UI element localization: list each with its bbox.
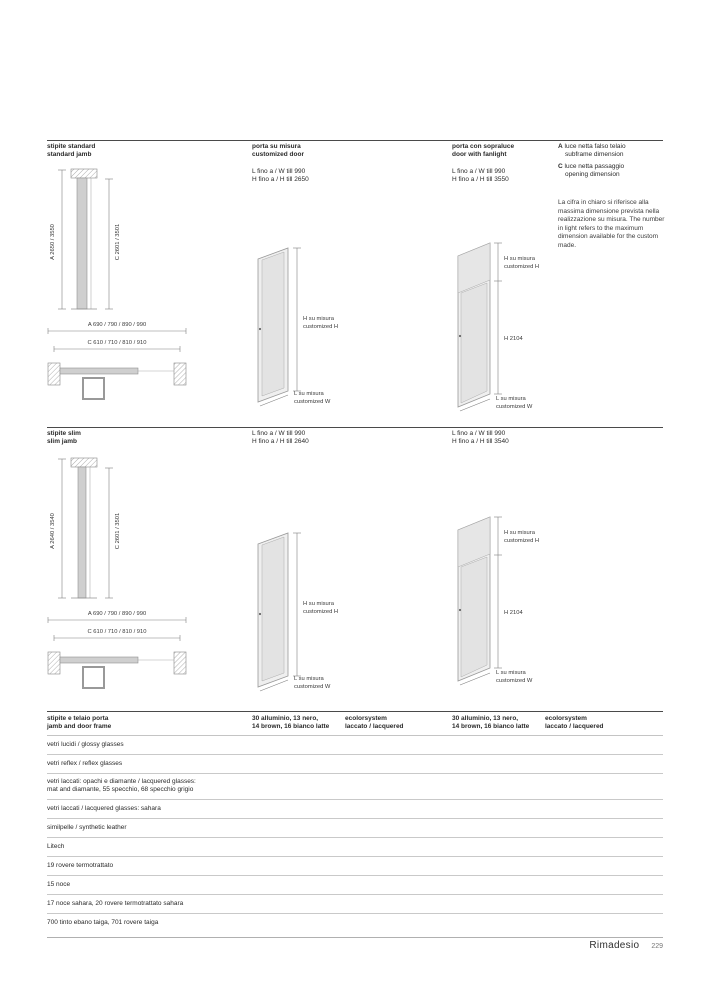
fanlight-door-block	[452, 143, 514, 184]
fanlight-door-h-limit: H fino a / H till 3550	[452, 176, 509, 183]
brand-logo: Rimadesio	[589, 940, 640, 951]
finish-row-litech: Litech	[47, 838, 663, 857]
custom-w-label-1: L su misura	[294, 391, 324, 397]
finish-row-rovere-termotrattato: 19 rovere termotrattato	[47, 857, 663, 876]
dim-c-vertical-label: C 2601 / 3501	[115, 223, 121, 261]
door-panel	[262, 537, 284, 681]
section-divider-standard	[47, 140, 663, 141]
legend-a-key: A	[558, 143, 563, 150]
legend-c-key: C	[558, 163, 563, 170]
door-handle	[459, 609, 461, 611]
finishes-header-row	[47, 712, 663, 736]
door-handle	[459, 335, 461, 337]
ecolorsystem-2-line1: ecolorsystem	[545, 715, 587, 722]
frame-colors-1-line2: 14 brown, 16 bianco latte	[252, 723, 330, 730]
legend-c-row	[558, 163, 666, 171]
finish-row-lacquered-sahara: vetri laccati / lacquered glasses: sahara	[47, 800, 663, 819]
slim-jamb-plan-drawing	[47, 607, 187, 695]
finish-row-noce: 15 noce	[47, 876, 663, 895]
slim-jamb-vertical-drawing	[47, 455, 147, 605]
custom-h-label-1: H su misura	[303, 316, 334, 322]
legend-a-it: luce netta falso telaio	[564, 143, 626, 150]
dim-a-widths-label: A 690 / 790 / 890 / 990	[87, 611, 147, 617]
legend-a-row	[558, 143, 666, 151]
customized-door-title-it: porta su misura	[252, 143, 301, 150]
fanlight-h-label-2: customized H	[504, 538, 540, 544]
finish-row-noce-sahara: 17 noce sahara, 20 rovere termotrattato sahara	[47, 895, 663, 914]
dim-c-widths-label: C 610 / 710 / 810 / 910	[87, 340, 147, 346]
dimension-note: La cifra in chiaro si riferisce alla massima dimensione prevista nella realizzazione su misura. The number in light refers to the maximum dimension available for the custom made.	[558, 199, 665, 249]
door-panel	[461, 283, 487, 403]
customized-door-h-limit: H fino a / H till 2650	[252, 176, 309, 183]
legend	[558, 143, 666, 179]
right-jamb-profile	[174, 652, 186, 674]
frame-colors-2-line2: 14 brown, 16 bianco latte	[452, 723, 530, 730]
custom-w-label-1: L su misura	[294, 676, 324, 682]
standard-fanlight-door-drawing	[448, 236, 558, 414]
legend-a-en: subframe dimension	[565, 151, 624, 158]
right-jamb-profile	[174, 363, 186, 385]
finishes-title-it: stipite e telaio porta	[47, 715, 109, 722]
door-leaf-plan	[60, 368, 138, 374]
standard-customized-door-drawing	[248, 243, 348, 411]
fanlight-door-title-en: door with fanlight	[452, 151, 507, 158]
customized-door-title-en: customized door	[252, 151, 305, 158]
door-handle	[259, 613, 261, 615]
slim-customized-h-limit: H fino a / H till 2640	[252, 438, 309, 445]
fanlight-h-label-1: H su misura	[504, 530, 535, 536]
frame-colors-2-line1: 30 alluminio, 13 nero,	[452, 715, 519, 722]
section-divider-slim	[47, 427, 663, 428]
ecolorsystem-2-line2: laccato / lacquered	[545, 723, 604, 730]
fanlight-door-title-it: porta con sopraluce	[452, 143, 515, 150]
door-fixed-h-label: H 2104	[504, 336, 523, 342]
jamb-profile	[78, 467, 86, 598]
customized-door-w-limit: L fino a / W till 990	[252, 168, 306, 175]
ecolorsystem-1-line2: laccato / lacquered	[345, 723, 404, 730]
slim-fanlight-door-drawing	[448, 510, 558, 688]
finish-row-taiga: 700 tinto ebano taiga, 701 rovere taiga	[47, 919, 159, 926]
slim-customized-w-limit: L fino a / W till 990	[252, 430, 306, 437]
fanlight-w-label-2: customized W	[496, 678, 533, 684]
dim-a-vertical-label: A 2650 / 3550	[50, 224, 56, 260]
door-panel	[461, 557, 487, 677]
fanlight-w-label-2: customized W	[496, 404, 533, 410]
dim-c-vertical-label: C 2601 / 3501	[115, 512, 121, 550]
jamb-profile	[77, 178, 87, 309]
handle-plan	[83, 667, 104, 688]
lacquered-glasses-line1: vetri laccati: opachi e diamante / lacquered glasses:	[47, 778, 196, 785]
finishes-title-en: jamb and door frame	[47, 723, 112, 730]
door-leaf-plan	[60, 657, 138, 663]
fanlight-h-label-2: customized H	[504, 264, 540, 270]
standard-jamb-vertical-drawing	[47, 166, 147, 316]
dim-a-widths-label: A 690 / 790 / 890 / 990	[87, 322, 147, 328]
custom-w-label-2: customized W	[294, 399, 331, 405]
custom-h-label-2: customized H	[303, 324, 339, 330]
slim-customized-limits	[252, 430, 309, 446]
fanlight-h-label-1: H su misura	[504, 256, 535, 262]
door-fixed-h-label: H 2104	[504, 610, 523, 616]
dim-a-vertical-label: A 2640 / 3540	[50, 513, 56, 549]
fanlight-w-label-1: L su misura	[496, 396, 526, 402]
lacquered-glasses-line2: mat and diamante, 55 specchio, 68 specchio grigio	[47, 786, 194, 793]
slim-fanlight-h-limit: H fino a / H till 3540	[452, 438, 509, 445]
dim-a-line	[48, 328, 186, 334]
head-profile	[71, 169, 97, 178]
slim-fanlight-w-limit: L fino a / W till 990	[452, 430, 506, 437]
handle-plan	[83, 378, 104, 399]
dim-c-widths-label: C 610 / 710 / 810 / 910	[87, 629, 147, 635]
dim-c-line	[54, 635, 180, 641]
frame-colors-1-line1: 30 alluminio, 13 nero,	[252, 715, 319, 722]
slim-fanlight-limits	[452, 430, 509, 446]
standard-section-title	[47, 143, 95, 159]
left-jamb-profile	[48, 363, 60, 385]
finish-row-glossy-glasses: vetri lucidi / glossy glasses	[47, 736, 663, 755]
customized-door-block	[252, 143, 309, 184]
fanlight-w-label-1: L su misura	[496, 670, 526, 676]
slim-title-en: slim jamb	[47, 438, 77, 445]
custom-h-label-2: customized H	[303, 609, 339, 615]
standard-title-it: stipite standard	[47, 143, 96, 150]
slim-customized-door-drawing	[248, 528, 348, 696]
standard-title-en: standard jamb	[47, 151, 92, 158]
finish-row-synthetic-leather: similpelle / synthetic leather	[47, 819, 663, 838]
standard-jamb-plan-drawing	[47, 318, 187, 406]
slim-title-it: stipite slim	[47, 430, 81, 437]
finishes-frame-colors-2	[452, 715, 529, 731]
door-panel	[262, 252, 284, 396]
slim-section-title	[47, 430, 81, 446]
footer	[47, 940, 663, 951]
footer-divider	[47, 937, 663, 938]
dim-c-line	[54, 346, 180, 352]
fanlight-door-w-limit: L fino a / W till 990	[452, 168, 506, 175]
finishes-frame-colors-1	[252, 715, 329, 731]
finish-row-reflex-glasses: vetri reflex / reflex glasses	[47, 755, 663, 774]
ecolorsystem-1-line1: ecolorsystem	[345, 715, 387, 722]
head-profile	[71, 458, 97, 467]
left-jamb-profile	[48, 652, 60, 674]
finishes-ecolorsystem-2	[545, 715, 604, 731]
legend-c-en: opening dimension	[565, 171, 620, 178]
finishes-ecolorsystem-1	[345, 715, 404, 731]
page-number: 229	[651, 943, 663, 950]
finishes-table	[47, 711, 663, 933]
dim-a-line	[48, 617, 186, 623]
legend-c-it: luce netta passaggio	[564, 163, 625, 170]
custom-w-label-2: customized W	[294, 684, 331, 690]
custom-h-label-1: H su misura	[303, 601, 334, 607]
finish-row-lacquered-glasses	[47, 774, 663, 800]
door-handle	[259, 328, 261, 330]
finishes-header-title	[47, 715, 111, 731]
